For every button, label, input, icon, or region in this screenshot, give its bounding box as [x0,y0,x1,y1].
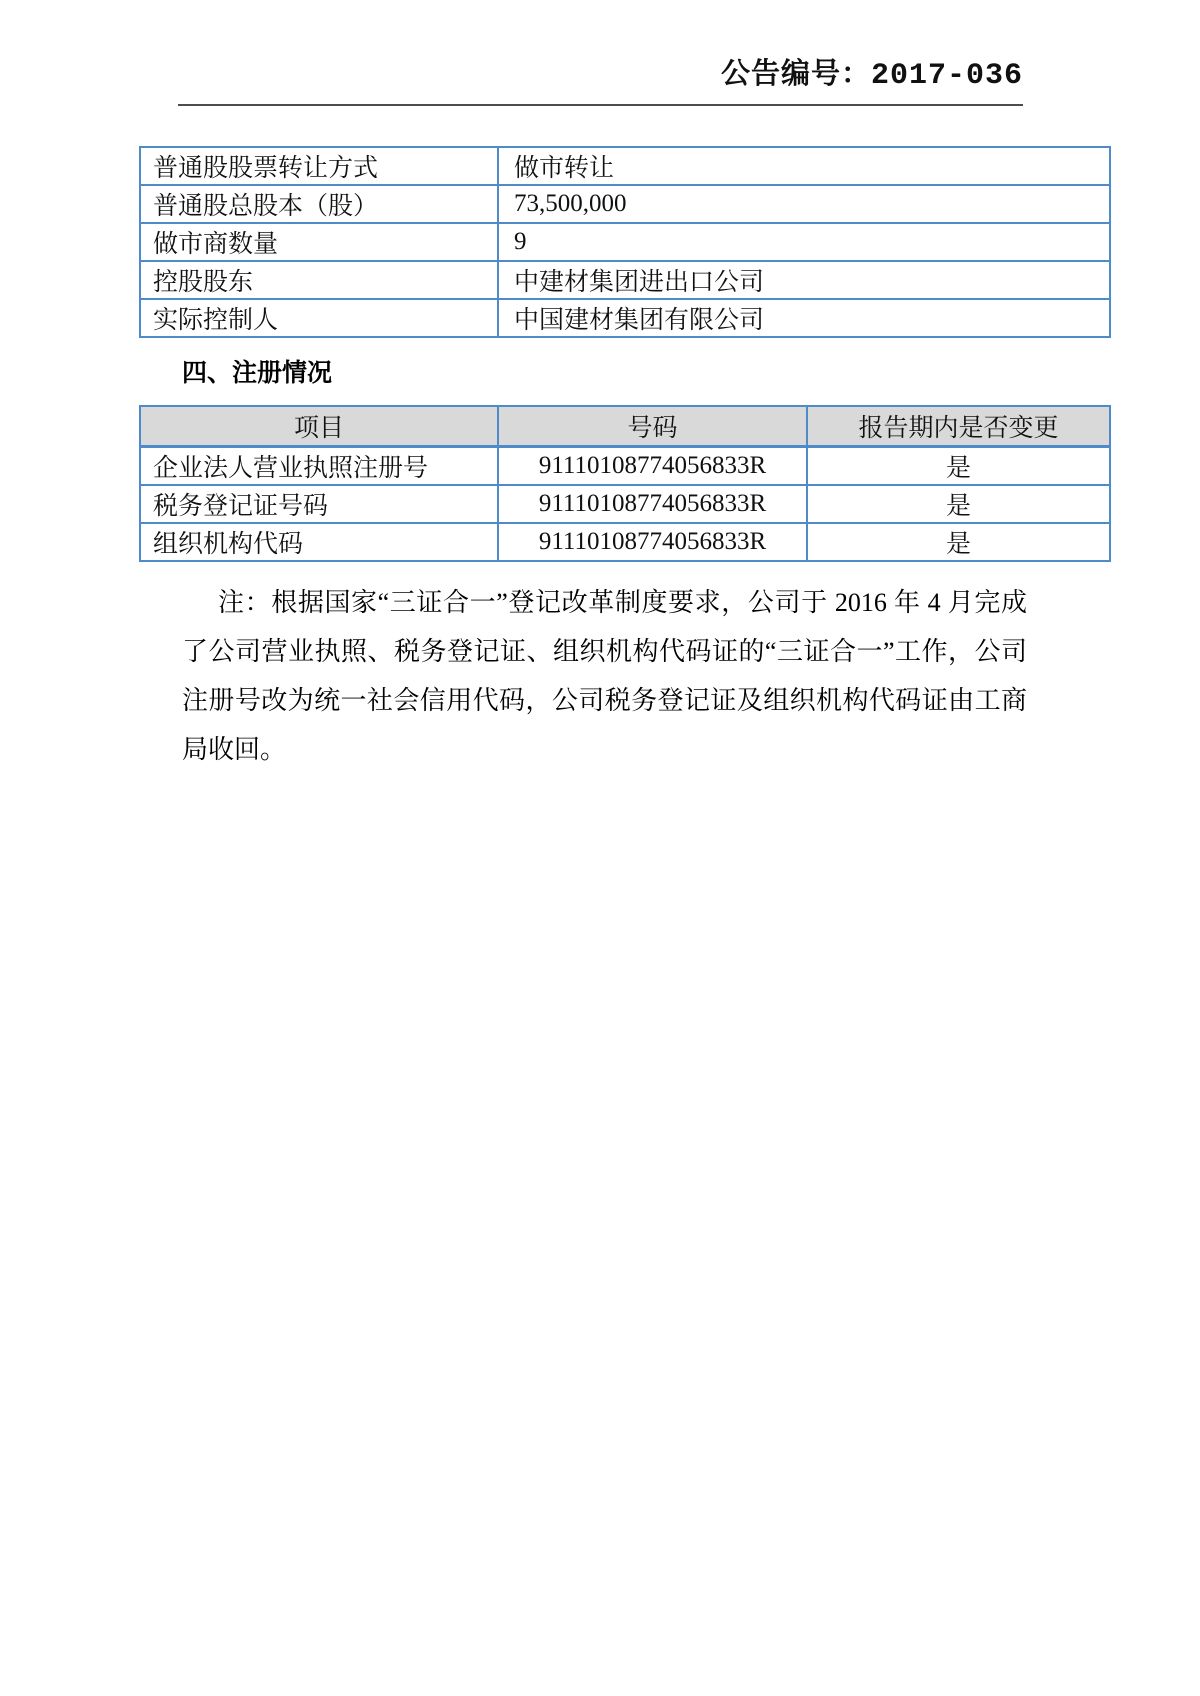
announcement-number-label: 公告编号： [720,58,871,90]
table-row [140,261,1110,299]
changed-cell: 是 [807,447,1110,486]
announcement-number [178,56,1023,94]
table-row [140,299,1110,337]
item-cell: 税务登记证号码 [140,485,498,523]
company-info-table [139,146,1111,338]
row-value-cell: 9 [498,223,1110,261]
section-title: 四、注册情况 [182,359,333,387]
table-row [140,523,1110,561]
doc-header [0,0,1200,106]
row-label-cell: 普通股股票转让方式 [140,147,498,185]
row-value-cell: 73,500,000 [498,185,1110,223]
number-cell: 91110108774056833R [498,447,807,486]
row-label-cell: 控股股东 [140,261,498,299]
row-value-cell: 中国建材集团有限公司 [498,299,1110,337]
row-label-cell: 做市商数量 [140,223,498,261]
row-label-cell: 普通股总股本（股） [140,185,498,223]
column-header-number: 号码 [498,406,807,447]
row-value-cell: 中建材集团进出口公司 [498,261,1110,299]
column-header-changed: 报告期内是否变更 [807,406,1110,447]
column-header-item: 项目 [140,406,498,447]
table-row [140,485,1110,523]
table-header-row [140,406,1110,447]
table-row [140,447,1110,486]
note-paragraph: 注：根据国家“三证合一”登记改革制度要求，公司于 2016 年 4 月完成了公司营业执照、税务登记证、组织机构代码证的“三证合一”工作，公司注册号改为统一社会信用代码，公司税务登记证及组织机构代码证由工商局收回。 [182,588,1027,764]
item-cell: 企业法人营业执照注册号 [140,447,498,486]
registration-table [139,405,1111,562]
header-rule [178,104,1023,106]
changed-cell: 是 [807,523,1110,561]
item-cell: 组织机构代码 [140,523,498,561]
number-cell: 91110108774056833R [498,523,807,561]
table-row [140,223,1110,261]
number-cell: 91110108774056833R [498,485,807,523]
changed-cell: 是 [807,485,1110,523]
table-row [140,147,1110,185]
table-row [140,185,1110,223]
announcement-number-value: 2017-036 [870,59,1023,93]
row-label-cell: 实际控制人 [140,299,498,337]
row-value-cell: 做市转让 [498,147,1110,185]
